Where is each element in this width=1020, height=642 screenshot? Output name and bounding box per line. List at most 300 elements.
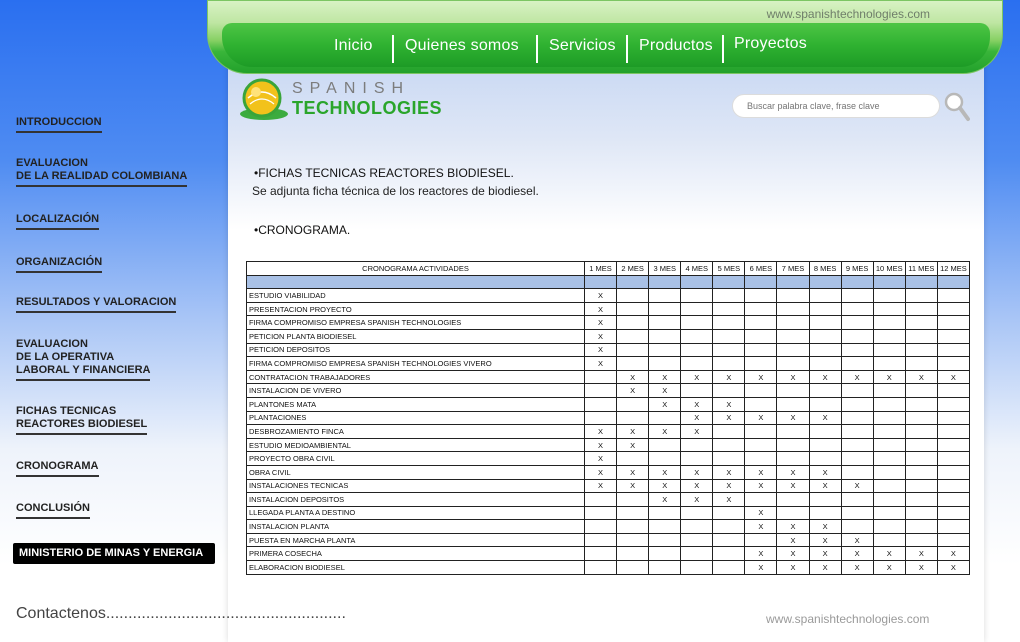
sidebar-item-organizacion[interactable]: ORGANIZACIÓN <box>16 256 102 273</box>
table-band-cell <box>247 275 585 289</box>
nav-separator <box>722 35 724 63</box>
month-cell <box>745 329 777 343</box>
table-header-month: 9 MES <box>841 262 873 276</box>
month-cell <box>873 411 905 425</box>
table-row <box>247 384 970 398</box>
month-cell: X <box>617 465 649 479</box>
main-nav <box>222 23 990 67</box>
table-row <box>247 357 970 371</box>
month-cell: X <box>649 479 681 493</box>
table-row <box>247 397 970 411</box>
month-cell <box>937 316 969 330</box>
month-cell: X <box>937 561 969 575</box>
month-cell: X <box>777 520 809 534</box>
table-row <box>247 289 970 303</box>
month-cell: X <box>713 397 745 411</box>
month-cell <box>809 357 841 371</box>
month-cell: X <box>617 425 649 439</box>
month-cell: X <box>745 411 777 425</box>
month-cell <box>841 506 873 520</box>
month-cell: X <box>681 370 713 384</box>
month-cell <box>585 520 617 534</box>
month-cell: X <box>745 547 777 561</box>
table-row <box>247 302 970 316</box>
table-row <box>247 425 970 439</box>
month-cell <box>873 520 905 534</box>
month-cell <box>905 533 937 547</box>
month-cell: X <box>841 561 873 575</box>
month-cell: X <box>713 465 745 479</box>
ministry-button[interactable]: MINISTERIO DE MINAS Y ENERGIA <box>13 543 215 564</box>
month-cell <box>873 316 905 330</box>
month-cell <box>873 533 905 547</box>
month-cell <box>681 289 713 303</box>
month-cell <box>905 425 937 439</box>
sidebar-item-fichas-tecnicas[interactable]: FICHAS TECNICAS REACTORES BIODIESEL <box>16 405 147 435</box>
month-cell: X <box>809 479 841 493</box>
month-cell <box>585 561 617 575</box>
month-cell <box>841 384 873 398</box>
site-header <box>207 0 1003 74</box>
month-cell: X <box>809 561 841 575</box>
month-cell <box>585 411 617 425</box>
month-cell <box>617 343 649 357</box>
table-band-cell <box>841 275 873 289</box>
month-cell <box>745 357 777 371</box>
activity-name: PLANTACIONES <box>247 411 585 425</box>
month-cell: X <box>649 397 681 411</box>
month-cell <box>585 493 617 507</box>
header-url: www.spanishtechnologies.com <box>766 7 930 21</box>
month-cell <box>617 316 649 330</box>
month-cell <box>809 316 841 330</box>
month-cell <box>841 316 873 330</box>
month-cell <box>905 438 937 452</box>
month-cell: X <box>649 384 681 398</box>
activity-name: PUESTA EN MARCHA PLANTA <box>247 533 585 547</box>
month-cell: X <box>777 547 809 561</box>
month-cell <box>617 397 649 411</box>
month-cell <box>873 452 905 466</box>
month-cell <box>873 438 905 452</box>
month-cell <box>713 520 745 534</box>
month-cell <box>841 438 873 452</box>
month-cell <box>713 561 745 575</box>
month-cell <box>713 302 745 316</box>
month-cell <box>809 452 841 466</box>
month-cell <box>777 357 809 371</box>
month-cell <box>585 533 617 547</box>
month-cell <box>745 425 777 439</box>
month-cell <box>649 329 681 343</box>
month-cell <box>713 425 745 439</box>
activity-name: INSTALACIONES TECNICAS <box>247 479 585 493</box>
month-cell <box>745 493 777 507</box>
logo-line1: SPANISH <box>292 80 411 97</box>
month-cell <box>585 506 617 520</box>
table-band-row <box>247 275 970 289</box>
fichas-body: Se adjunta ficha técnica de los reactores de biodiesel. <box>252 184 539 198</box>
month-cell <box>585 384 617 398</box>
month-cell: X <box>585 357 617 371</box>
month-cell: X <box>745 506 777 520</box>
month-cell <box>745 289 777 303</box>
month-cell <box>681 506 713 520</box>
month-cell <box>937 520 969 534</box>
month-cell <box>777 438 809 452</box>
month-cell <box>777 506 809 520</box>
month-cell: X <box>585 343 617 357</box>
month-cell <box>681 329 713 343</box>
search-icon[interactable] <box>944 92 970 122</box>
month-cell: X <box>713 479 745 493</box>
schedule-table <box>246 261 970 575</box>
sidebar-item-introduccion[interactable]: INTRODUCCION <box>16 116 102 133</box>
table-header-month: 2 MES <box>617 262 649 276</box>
month-cell <box>681 316 713 330</box>
sidebar-item-resultados[interactable]: RESULTADOS Y VALORACION <box>16 296 176 313</box>
month-cell <box>777 425 809 439</box>
month-cell: X <box>777 533 809 547</box>
sidebar-item-conclusion[interactable]: CONCLUSIÓN <box>16 502 90 519</box>
month-cell <box>745 452 777 466</box>
month-cell <box>841 289 873 303</box>
table-row <box>247 452 970 466</box>
month-cell <box>873 465 905 479</box>
nav-quienes-somos[interactable]: Quienes somos <box>405 37 519 54</box>
month-cell <box>649 438 681 452</box>
table-row <box>247 547 970 561</box>
month-cell <box>905 357 937 371</box>
logo-line2: TECHNOLOGIES <box>292 98 443 118</box>
month-cell <box>617 547 649 561</box>
month-cell <box>713 547 745 561</box>
month-cell <box>873 343 905 357</box>
month-cell: X <box>745 479 777 493</box>
month-cell: X <box>585 425 617 439</box>
month-cell <box>617 533 649 547</box>
month-cell <box>841 357 873 371</box>
activity-name: PETICION PLANTA BIODIESEL <box>247 329 585 343</box>
month-cell <box>745 343 777 357</box>
search-input[interactable] <box>732 94 940 118</box>
sidebar-item-localizacion[interactable]: LOCALIZACIÓN <box>16 213 99 230</box>
month-cell <box>809 343 841 357</box>
table-header-month: 7 MES <box>777 262 809 276</box>
site-logo[interactable] <box>238 76 443 124</box>
table-header-month: 6 MES <box>745 262 777 276</box>
month-cell <box>937 343 969 357</box>
table-row <box>247 493 970 507</box>
month-cell <box>841 343 873 357</box>
table-row <box>247 370 970 384</box>
month-cell <box>937 479 969 493</box>
month-cell <box>905 343 937 357</box>
table-row <box>247 316 970 330</box>
footer-url: www.spanishtechnologies.com <box>766 612 930 626</box>
month-cell <box>713 438 745 452</box>
fichas-title: •FICHAS TECNICAS REACTORES BIODIESEL. <box>254 166 514 180</box>
month-cell <box>745 316 777 330</box>
month-cell <box>649 316 681 330</box>
month-cell <box>713 506 745 520</box>
month-cell <box>585 370 617 384</box>
month-cell <box>745 533 777 547</box>
month-cell: X <box>681 425 713 439</box>
month-cell <box>745 384 777 398</box>
activity-name: ESTUDIO MEDIOAMBIENTAL <box>247 438 585 452</box>
month-cell: X <box>585 289 617 303</box>
month-cell <box>809 289 841 303</box>
table-header-row <box>247 262 970 276</box>
month-cell <box>649 289 681 303</box>
month-cell <box>937 438 969 452</box>
nav-separator <box>392 35 394 63</box>
activity-name: PRESENTACION PROYECTO <box>247 302 585 316</box>
table-row <box>247 533 970 547</box>
month-cell <box>777 493 809 507</box>
table-row <box>247 506 970 520</box>
month-cell <box>745 438 777 452</box>
month-cell <box>841 520 873 534</box>
month-cell <box>681 357 713 371</box>
month-cell <box>713 316 745 330</box>
activity-name: FIRMA COMPROMISO EMPRESA SPANISH TECHNOLOGIES <box>247 316 585 330</box>
nav-separator <box>536 35 538 63</box>
month-cell <box>937 357 969 371</box>
month-cell: X <box>617 384 649 398</box>
table-band-cell <box>873 275 905 289</box>
month-cell <box>681 547 713 561</box>
contact-link[interactable]: Contactenos...................................................... <box>16 605 346 622</box>
table-band-cell <box>681 275 713 289</box>
month-cell <box>681 520 713 534</box>
month-cell <box>809 397 841 411</box>
month-cell <box>681 384 713 398</box>
month-cell <box>713 533 745 547</box>
month-cell: X <box>745 370 777 384</box>
sidebar-item-evaluacion-operativa[interactable]: EVALUACION DE LA OPERATIVA LABORAL Y FINANCIERA <box>16 338 150 381</box>
month-cell <box>809 506 841 520</box>
month-cell <box>841 397 873 411</box>
month-cell <box>873 425 905 439</box>
month-cell <box>617 289 649 303</box>
month-cell <box>681 438 713 452</box>
month-cell: X <box>809 411 841 425</box>
table-header-month: 5 MES <box>713 262 745 276</box>
table-row <box>247 343 970 357</box>
month-cell <box>841 425 873 439</box>
month-cell: X <box>681 411 713 425</box>
month-cell <box>777 397 809 411</box>
nav-inicio[interactable]: Inicio <box>334 37 373 54</box>
month-cell <box>809 384 841 398</box>
month-cell <box>905 465 937 479</box>
month-cell: X <box>617 370 649 384</box>
table-row <box>247 520 970 534</box>
month-cell <box>777 289 809 303</box>
nav-proyectos[interactable]: Proyectos <box>734 35 807 52</box>
nav-productos[interactable]: Productos <box>639 37 713 54</box>
month-cell <box>617 329 649 343</box>
month-cell: X <box>681 479 713 493</box>
globe-logo-icon <box>238 76 290 124</box>
table-band-cell <box>809 275 841 289</box>
month-cell <box>905 479 937 493</box>
sidebar-item-cronograma[interactable]: CRONOGRAMA <box>16 460 99 477</box>
month-cell <box>873 302 905 316</box>
month-cell: X <box>841 547 873 561</box>
month-cell <box>937 425 969 439</box>
table-band-cell <box>617 275 649 289</box>
month-cell <box>649 547 681 561</box>
month-cell <box>649 302 681 316</box>
table-band-cell <box>713 275 745 289</box>
month-cell <box>937 411 969 425</box>
table-band-cell <box>585 275 617 289</box>
month-cell <box>809 329 841 343</box>
month-cell: X <box>681 465 713 479</box>
month-cell <box>809 438 841 452</box>
activity-name: INSTALACION PLANTA <box>247 520 585 534</box>
month-cell <box>649 357 681 371</box>
month-cell: X <box>905 370 937 384</box>
month-cell <box>713 384 745 398</box>
month-cell <box>905 452 937 466</box>
month-cell: X <box>745 561 777 575</box>
month-cell <box>617 411 649 425</box>
table-header-activities: CRONOGRAMA ACTIVIDADES <box>247 262 585 276</box>
month-cell <box>937 506 969 520</box>
month-cell <box>745 302 777 316</box>
month-cell: X <box>841 533 873 547</box>
month-cell: X <box>777 479 809 493</box>
month-cell <box>777 452 809 466</box>
month-cell: X <box>809 370 841 384</box>
month-cell <box>873 506 905 520</box>
month-cell: X <box>873 547 905 561</box>
month-cell: X <box>585 479 617 493</box>
nav-servicios[interactable]: Servicios <box>549 37 616 54</box>
month-cell: X <box>617 438 649 452</box>
month-cell <box>937 465 969 479</box>
month-cell <box>937 384 969 398</box>
month-cell <box>905 506 937 520</box>
month-cell <box>617 561 649 575</box>
month-cell: X <box>873 561 905 575</box>
month-cell <box>809 425 841 439</box>
month-cell <box>937 302 969 316</box>
month-cell: X <box>585 329 617 343</box>
month-cell <box>905 493 937 507</box>
activity-name: PLANTONES MATA <box>247 397 585 411</box>
month-cell <box>777 302 809 316</box>
month-cell <box>905 302 937 316</box>
month-cell: X <box>905 547 937 561</box>
month-cell <box>777 329 809 343</box>
month-cell <box>809 302 841 316</box>
month-cell: X <box>937 370 969 384</box>
month-cell: X <box>745 520 777 534</box>
month-cell <box>649 506 681 520</box>
table-band-cell <box>649 275 681 289</box>
month-cell: X <box>713 370 745 384</box>
month-cell <box>745 397 777 411</box>
month-cell: X <box>649 465 681 479</box>
month-cell <box>905 397 937 411</box>
month-cell <box>873 479 905 493</box>
activity-name: PRIMERA COSECHA <box>247 547 585 561</box>
month-cell <box>937 397 969 411</box>
month-cell: X <box>713 411 745 425</box>
table-header-month: 12 MES <box>937 262 969 276</box>
month-cell: X <box>777 370 809 384</box>
month-cell: X <box>777 465 809 479</box>
month-cell <box>681 343 713 357</box>
activity-name: CONTRATACION TRABAJADORES <box>247 370 585 384</box>
month-cell <box>713 357 745 371</box>
month-cell <box>649 520 681 534</box>
month-cell: X <box>777 561 809 575</box>
month-cell <box>905 520 937 534</box>
month-cell <box>617 452 649 466</box>
month-cell: X <box>841 370 873 384</box>
month-cell <box>841 465 873 479</box>
month-cell: X <box>777 411 809 425</box>
month-cell <box>873 384 905 398</box>
month-cell: X <box>681 493 713 507</box>
activity-name: INSTALACION DEPOSITOS <box>247 493 585 507</box>
activity-name: PETICION DEPOSITOS <box>247 343 585 357</box>
month-cell <box>777 316 809 330</box>
month-cell <box>841 411 873 425</box>
month-cell <box>585 547 617 561</box>
month-cell <box>649 561 681 575</box>
month-cell: X <box>585 302 617 316</box>
month-cell: X <box>713 493 745 507</box>
table-band-cell <box>777 275 809 289</box>
table-band-cell <box>745 275 777 289</box>
table-row <box>247 479 970 493</box>
sidebar-item-evaluacion-realidad[interactable]: EVALUACION DE LA REALIDAD COLOMBIANA <box>16 157 187 187</box>
month-cell: X <box>809 520 841 534</box>
table-header-month: 4 MES <box>681 262 713 276</box>
table-header-month: 1 MES <box>585 262 617 276</box>
activity-name: ESTUDIO VIABILIDAD <box>247 289 585 303</box>
month-cell <box>905 384 937 398</box>
month-cell <box>617 493 649 507</box>
month-cell <box>905 316 937 330</box>
month-cell: X <box>745 465 777 479</box>
month-cell <box>841 302 873 316</box>
month-cell <box>617 520 649 534</box>
month-cell <box>905 329 937 343</box>
month-cell <box>681 302 713 316</box>
month-cell <box>617 506 649 520</box>
month-cell <box>873 493 905 507</box>
month-cell: X <box>649 493 681 507</box>
month-cell: X <box>649 425 681 439</box>
month-cell <box>905 289 937 303</box>
month-cell <box>681 561 713 575</box>
month-cell: X <box>809 533 841 547</box>
month-cell <box>905 411 937 425</box>
month-cell <box>841 452 873 466</box>
table-header-month: 8 MES <box>809 262 841 276</box>
month-cell: X <box>809 465 841 479</box>
month-cell <box>617 357 649 371</box>
activity-name: INSTALACION DE VIVERO <box>247 384 585 398</box>
